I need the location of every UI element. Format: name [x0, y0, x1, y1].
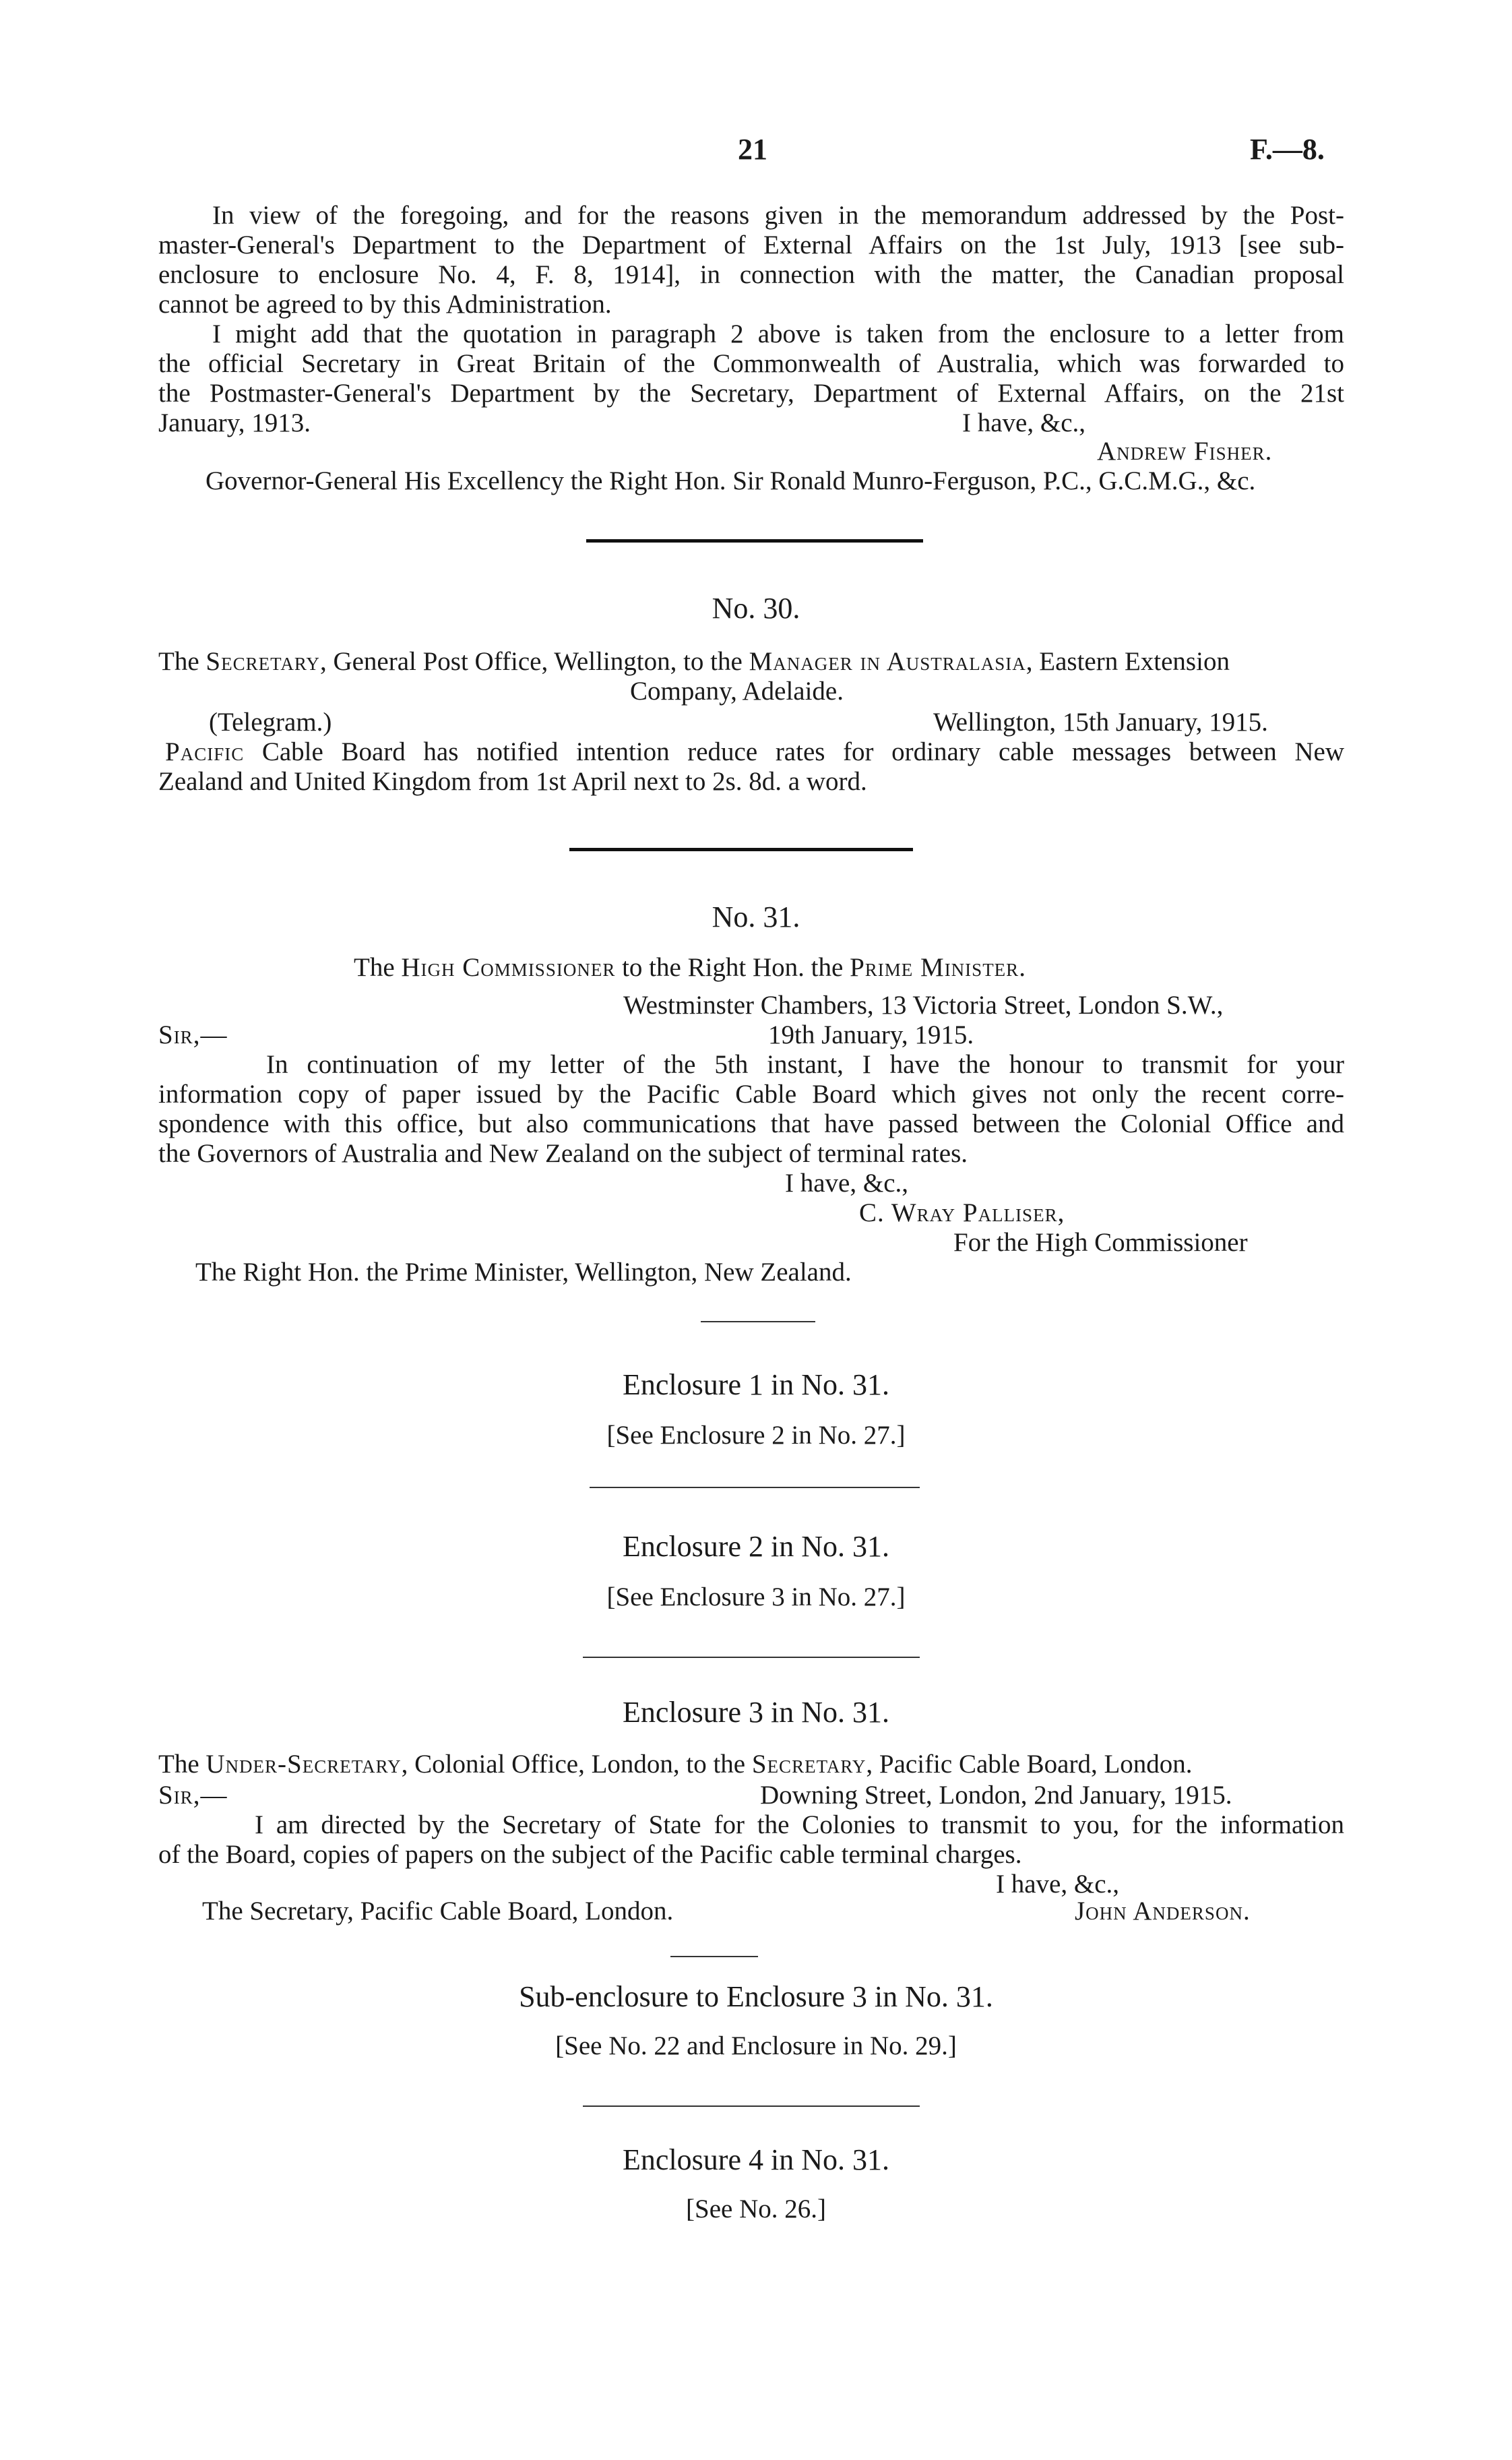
enc3-addressee: The Secretary, Pacific Cable Board, London.	[202, 1897, 674, 1926]
enclosure-1-note: [See Enclosure 2 in No. 27.]	[606, 1421, 906, 1450]
section-title-no-30: No. 30.	[712, 592, 800, 625]
enclosure-2-note: [See Enclosure 3 in No. 27.]	[606, 1582, 906, 1611]
no30-from-prefix: The	[158, 647, 199, 676]
enc3-sign-off: I have, &c.,	[996, 1870, 1120, 1899]
intro-line: I might add that the quotation in paragraph 2 above is taken from the enclosure to a letter from	[212, 319, 1344, 348]
section-divider	[586, 539, 923, 543]
no31-body-line: spondence with this office, but also communications that have passed between the Colonial Office and	[158, 1109, 1344, 1138]
intro-signer: Andrew Fisher.	[1097, 437, 1273, 466]
enclosure-3-title: Enclosure 3 in No. 31.	[623, 1696, 889, 1729]
no30-body-text: Cable Board has notified intention reduce rates for ordinary cable messages between New	[244, 737, 1344, 766]
enc3-from-detail: , Colonial Office, London, to the	[401, 1750, 746, 1779]
enc3-from-prefix: The	[158, 1750, 199, 1779]
enc3-header-line	[158, 1750, 1193, 1779]
minor-divider	[701, 1321, 815, 1322]
no30-body-line	[165, 737, 1344, 767]
no31-body-line: the Governors of Australia and New Zealand on the subject of terminal rates.	[158, 1139, 968, 1168]
no31-from-prefix: The	[354, 953, 395, 982]
intro-line: the official Secretary in Great Britain of the Commonwealth of Australia, which was forwarded to	[158, 349, 1344, 378]
intro-line: January, 1913.	[158, 408, 311, 437]
no31-address: Westminster Chambers, 13 Victoria Street, London S.W.,	[623, 991, 1224, 1020]
no31-body-line: In continuation of my letter of the 5th instant, I have the honour to transmit for your	[266, 1050, 1344, 1079]
enc3-to-detail: , Pacific Cable Board, London.	[866, 1750, 1193, 1779]
page-number: 21	[738, 133, 767, 166]
minor-divider	[583, 2105, 920, 2107]
intro-addressee: Governor-General His Excellency the Right Hon. Sir Ronald Munro-Ferguson, P.C., G.C.M.G., &c.	[206, 466, 1256, 495]
no31-to-role: Prime Minister	[850, 953, 1019, 982]
enc3-signer: John Anderson.	[1075, 1897, 1251, 1926]
no31-signer: C. Wray Palliser,	[859, 1198, 1065, 1227]
intro-line: master-General's Department to the Department of External Affairs on the 1st July, 1913 [see sub-	[158, 230, 1344, 259]
intro-line: cannot be agreed to by this Administration.	[158, 290, 612, 319]
no30-to-detail: , Eastern Extension	[1026, 647, 1230, 676]
no31-from-detail: to the Right Hon. the	[622, 953, 844, 982]
sub-enclosure-note: [See No. 22 and Enclosure in No. 29.]	[555, 2031, 957, 2060]
no30-to-role: Manager in Australasia	[749, 647, 1026, 676]
enc3-salutation: Sir,—	[158, 1781, 228, 1810]
no31-signer-role: For the High Commissioner	[953, 1228, 1248, 1257]
no30-header-line-2: Company, Adelaide.	[630, 677, 844, 706]
document-reference: F.—8.	[1250, 133, 1325, 166]
enclosure-4-title: Enclosure 4 in No. 31.	[623, 2143, 889, 2176]
enc3-from-role: Under-Secretary	[206, 1750, 402, 1779]
no30-body-lead: Pacific	[165, 737, 245, 766]
sub-enclosure-title: Sub-enclosure to Enclosure 3 in No. 31.	[519, 1980, 993, 2013]
no31-date: 19th January, 1915.	[768, 1020, 974, 1049]
enc3-body-line: I am directed by the Secretary of State for the Colonies to transmit to you, for the information	[255, 1810, 1344, 1839]
enc3-dateline: Downing Street, London, 2nd January, 1915.	[760, 1781, 1232, 1810]
enclosure-4-note: [See No. 26.]	[686, 2194, 826, 2223]
no31-from-role: High Commissioner	[401, 953, 616, 982]
enclosure-1-title: Enclosure 1 in No. 31.	[623, 1368, 889, 1401]
no31-header-line	[354, 953, 1026, 983]
no30-header-line	[158, 647, 1230, 677]
no31-addressee: The Right Hon. the Prime Minister, Wellington, New Zealand.	[195, 1258, 852, 1287]
no30-dateline: Wellington, 15th January, 1915.	[933, 708, 1268, 737]
minor-divider	[583, 1657, 920, 1658]
section-divider	[569, 848, 913, 851]
no31-salutation: Sir,—	[158, 1020, 228, 1049]
no31-sign-off: I have, &c.,	[785, 1169, 909, 1198]
intro-line: enclosure to enclosure No. 4, F. 8, 1914], in connection with the matter, the Canadian proposal	[158, 260, 1344, 289]
intro-line: the Postmaster-General's Department by the Secretary, Department of External Affairs, on the 21st	[158, 379, 1344, 408]
section-title-no-31: No. 31.	[712, 900, 800, 933]
intro-line: In view of the foregoing, and for the reasons given in the memorandum addressed by the Post-	[212, 201, 1344, 230]
enc3-body-line: of the Board, copies of papers on the subject of the Pacific cable terminal charges.	[158, 1840, 1022, 1869]
enclosure-2-title: Enclosure 2 in No. 31.	[623, 1530, 889, 1563]
no31-body-line: information copy of paper issued by the Pacific Cable Board which gives not only the recent corre-	[158, 1080, 1344, 1109]
no30-telegram-label: (Telegram.)	[209, 708, 332, 737]
minor-divider	[670, 1956, 758, 1957]
no30-from-role: Secretary	[206, 647, 320, 676]
no30-from-detail: , General Post Office, Wellington, to the	[319, 647, 743, 676]
no30-body-line: Zealand and United Kingdom from 1st April next to 2s. 8d. a word.	[158, 767, 867, 796]
minor-divider	[590, 1487, 920, 1488]
enc3-to-role: Secretary	[751, 1750, 867, 1779]
no31-to-end: .	[1019, 953, 1026, 982]
intro-sign-off: I have, &c.,	[962, 408, 1086, 437]
